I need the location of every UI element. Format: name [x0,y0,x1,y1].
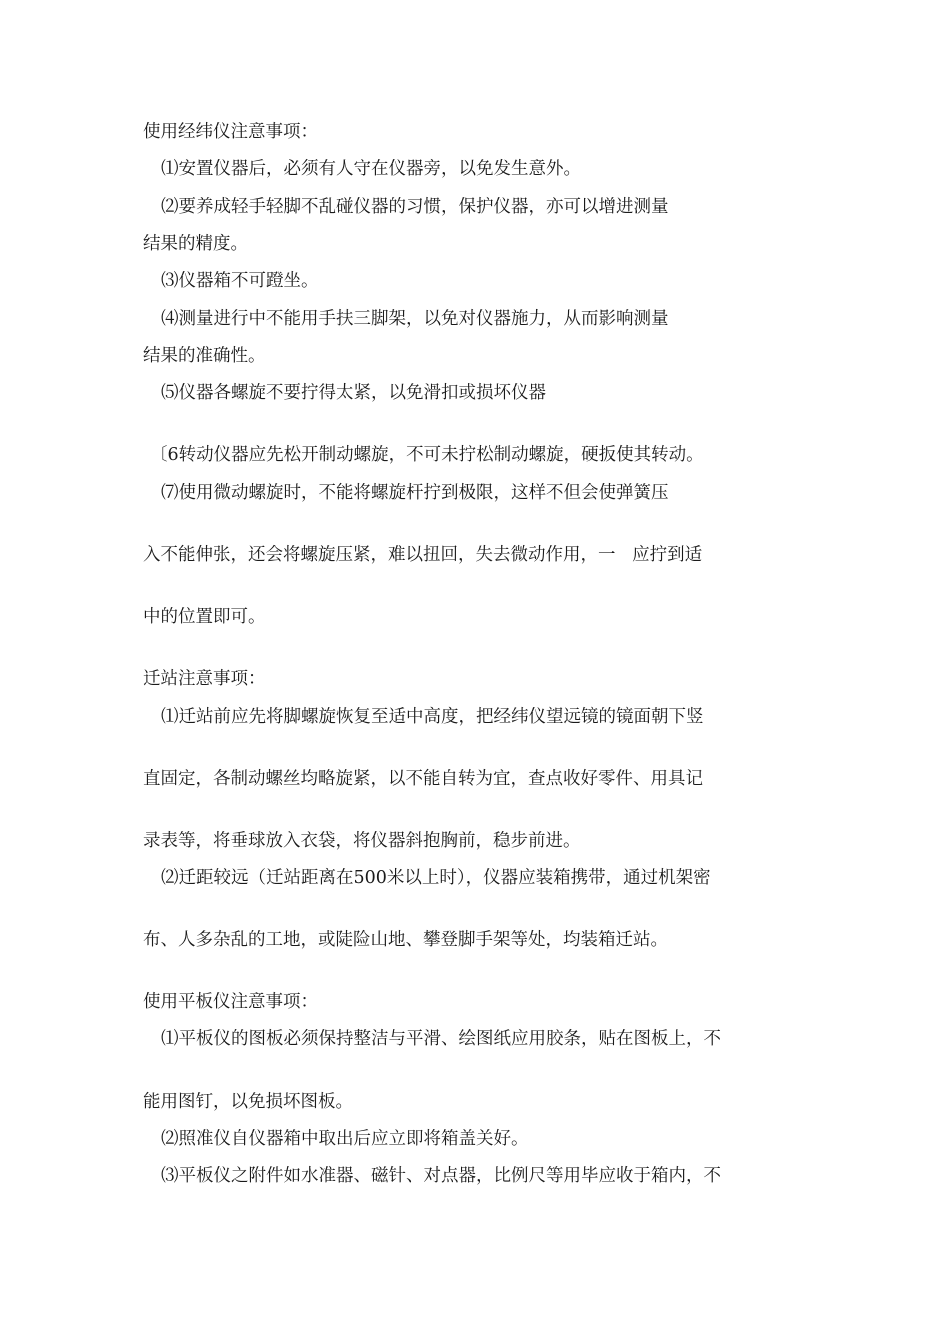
text-line: ⑺使用微动螺旋时，不能将螺旋杆拧到极限，这样不但会使弹簧压 [161,483,669,503]
text-line: 直固定，各制动螺丝均略旋紧，以不能自转为宜，查点收好零件、用具记 [143,769,703,789]
text-line: 中的位置即可。 [143,607,266,627]
text-line: ⑶仪器箱不可蹬坐。 [161,271,319,291]
text-line: ⑵迁距较远（迁站距离在500米以上时），仪器应装箱携带，通过机架密 [161,868,711,888]
text-line: 结果的精度。 [143,234,248,254]
section-heading-plane-table: 使用平板仪注意事项： [143,992,318,1012]
text-line: ⑴平板仪的图板必须保持整洁与平滑、绘图纸应用胶条，贴在图板上，不 [161,1029,721,1049]
text-line: 能用图钉，以免损坏图板。 [143,1092,353,1112]
text-line: 结果的准确性。 [143,346,266,366]
text-line: ⑸仪器各螺旋不要拧得太紧，以免滑扣或损坏仪器 [161,383,546,403]
text-line: 入不能伸张，还会将螺旋压紧，难以扭回，失去微动作用，一 应拧到适 [143,545,703,565]
text-line: ⑴安置仪器后，必须有人守在仪器旁，以免发生意外。 [161,159,581,179]
text-line: ⑶平板仪之附件如水准器、磁针、对点器，比例尺等用毕应收于箱内，不 [161,1166,721,1186]
text-line: ⑴迁站前应先将脚螺旋恢复至适中高度，把经纬仪望远镜的镜面朝下竖 [161,707,704,727]
text-line: 〔6转动仪器应先松开制动螺旋，不可未拧松制动螺旋，硬扳使其转动。 [150,445,704,465]
section-heading-moving-station: 迁站注意事项： [143,669,266,689]
text-line: ⑷测量进行中不能用手扶三脚架，以免对仪器施力，从而影响测量 [161,309,669,329]
text-line: ⑵要养成轻手轻脚不乱碰仪器的习惯，保护仪器，亦可以增进测量 [161,197,669,217]
text-line: 布、人多杂乱的工地，或陡险山地、攀登脚手架等处，均装箱迁站。 [143,930,668,950]
text-line: 录表等，将垂球放入衣袋，将仪器斜抱胸前，稳步前进。 [143,831,581,851]
section-heading-theodolite: 使用经纬仪注意事项： [143,122,318,142]
text-line: ⑵照准仪自仪器箱中取出后应立即将箱盖关好。 [161,1129,529,1149]
